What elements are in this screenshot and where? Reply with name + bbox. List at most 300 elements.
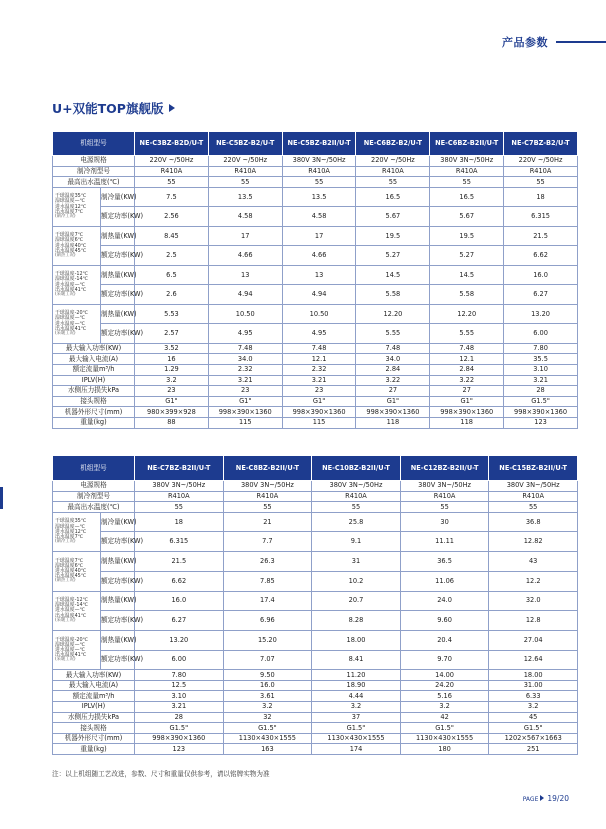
table-row — [53, 680, 578, 691]
dims-value: 998×390×1360 — [282, 407, 356, 418]
condition-note: (采暖工况) — [55, 330, 76, 336]
weight-value: 118 — [356, 417, 430, 428]
heating-condition-second-label: 额定功率(KW) — [101, 571, 135, 591]
table-row — [53, 177, 578, 188]
table-row — [53, 691, 578, 702]
condition-line: 湿球温度6℃ — [55, 562, 84, 569]
cooling-condition-condition — [53, 187, 101, 226]
dims-value: 998×390×1360 — [504, 407, 578, 418]
model-name-cell: NE-C12BZ-B2II/U-T — [400, 456, 489, 481]
refrigerant-value: R410A — [312, 491, 401, 502]
condition-line: 进水温度—℃ — [55, 646, 85, 653]
low-temp-condition-condition — [53, 591, 101, 630]
max-input-value: 11.20 — [312, 670, 401, 681]
triangle-right-icon — [540, 795, 544, 801]
condition-note: (采暖工况) — [55, 657, 76, 663]
ultra-low-condition-second-value: 6.00 — [504, 324, 578, 344]
heating-condition-first-value: 17 — [208, 226, 282, 246]
ultra-low-condition-first-value: 20.4 — [400, 630, 489, 650]
condition-line: 出水温度45℃ — [55, 573, 87, 580]
table-row — [53, 744, 578, 755]
low-temp-condition-second-value: 6.96 — [223, 611, 312, 631]
iplv-value: 3.22 — [430, 375, 504, 386]
cooling-condition-second-value: 6.315 — [135, 532, 224, 552]
pressure-value: 23 — [135, 386, 209, 397]
heating-condition-second-value: 12.2 — [489, 571, 578, 591]
cooling-condition-first-value: 18 — [135, 512, 224, 532]
weight-value: 123 — [504, 417, 578, 428]
table-row — [53, 246, 578, 266]
table-row — [53, 407, 578, 418]
iplv-value: 3.22 — [356, 375, 430, 386]
table-row — [53, 650, 578, 670]
max-input-value: 14.00 — [400, 670, 489, 681]
heating-condition-first-value: 19.5 — [356, 226, 430, 246]
heating-condition-second-value: 5.27 — [356, 246, 430, 266]
weight-value: 123 — [135, 744, 224, 755]
power-label: 电源规格 — [53, 481, 135, 492]
condition-line: 干球温度35℃ — [55, 518, 87, 525]
max-temp-value: 55 — [312, 502, 401, 513]
cooling-condition-second-value: 2.56 — [135, 207, 209, 227]
condition-line: 湿球温度-14℃ — [55, 602, 89, 609]
max-current-value: 34.0 — [208, 354, 282, 365]
pipe-value: G1" — [430, 396, 504, 407]
max-temp-value: 55 — [356, 177, 430, 188]
weight-label: 重量(kg) — [53, 417, 135, 428]
refrigerant-label: 制冷剂型号 — [53, 166, 135, 177]
condition-line: 进水温度—℃ — [55, 607, 85, 614]
power-value: 380V 3N~/50Hz — [312, 481, 401, 492]
ultra-low-condition-first-value: 13.20 — [504, 304, 578, 324]
low-temp-condition-second-label: 额定功率(KW) — [101, 611, 135, 631]
heating-condition-second-value: 5.27 — [430, 246, 504, 266]
condition-line: 干球温度-20℃ — [55, 636, 89, 643]
ultra-low-condition-second-value: 6.00 — [135, 650, 224, 670]
low-temp-condition-first-value: 16.0 — [135, 591, 224, 611]
model-label-cell: 机组型号 — [53, 132, 135, 156]
table-row — [53, 733, 578, 744]
heating-condition-second-label: 额定功率(KW) — [101, 246, 135, 266]
dims-value: 1130×430×1555 — [223, 733, 312, 744]
iplv-value: 3.21 — [282, 375, 356, 386]
condition-line: 出水温度41℃ — [55, 651, 87, 658]
table-row — [53, 354, 578, 365]
dims-value: 998×390×1360 — [135, 733, 224, 744]
max-current-value: 16 — [135, 354, 209, 365]
table-row — [53, 512, 578, 532]
model-name-cell: NE-C5BZ-B2/U-T — [208, 132, 282, 156]
table-row — [53, 324, 578, 344]
refrigerant-value: R410A — [208, 166, 282, 177]
table-row — [53, 670, 578, 681]
heating-condition-first-value: 31 — [312, 552, 401, 572]
low-temp-condition-second-value: 9.60 — [400, 611, 489, 631]
table-row — [53, 364, 578, 375]
page-header-title: 产品参数 — [502, 36, 548, 49]
low-temp-condition-first-value: 16.0 — [504, 265, 578, 285]
iplv-label: IPLV(H) — [53, 375, 135, 386]
pressure-value: 28 — [135, 712, 224, 723]
max-temp-value: 55 — [400, 502, 489, 513]
cooling-condition-first-value: 13.5 — [282, 187, 356, 207]
cooling-condition-second-label: 额定功率(KW) — [101, 532, 135, 552]
dims-value: 980×399×928 — [135, 407, 209, 418]
cooling-condition-second-value: 7.7 — [223, 532, 312, 552]
triangle-right-icon — [169, 104, 175, 112]
heating-condition-second-value: 2.5 — [135, 246, 209, 266]
low-temp-condition-second-value: 6.27 — [504, 285, 578, 305]
weight-value: 88 — [135, 417, 209, 428]
low-temp-condition-first-value: 32.0 — [489, 591, 578, 611]
ultra-low-condition-second-value: 8.41 — [312, 650, 401, 670]
model-name-cell: NE-C6BZ-B2II/U-T — [430, 132, 504, 156]
low-temp-condition-second-value: 4.94 — [282, 285, 356, 305]
table-row — [53, 207, 578, 227]
table-row — [53, 481, 578, 492]
max-current-value: 18.90 — [312, 680, 401, 691]
pressure-value: 27 — [430, 386, 504, 397]
low-temp-condition-first-label: 制热量(KW) — [101, 265, 135, 285]
table-row — [53, 630, 578, 650]
condition-line: 进水温度—℃ — [55, 320, 85, 327]
table-row — [53, 712, 578, 723]
low-temp-condition-first-value: 14.5 — [356, 265, 430, 285]
condition-note: (采暖工况) — [55, 617, 76, 623]
pipe-value: G1.5" — [400, 723, 489, 734]
pipe-value: G1.5" — [312, 723, 401, 734]
table-row — [53, 396, 578, 407]
flow-value: 4.44 — [312, 691, 401, 702]
condition-line: 出水温度41℃ — [55, 325, 87, 332]
flow-value: 2.84 — [430, 364, 504, 375]
pipe-value: G1.5" — [504, 396, 578, 407]
weight-value: 174 — [312, 744, 401, 755]
table-row — [53, 156, 578, 167]
max-input-label: 最大输入功率(KW) — [53, 670, 135, 681]
max-temp-value: 55 — [504, 177, 578, 188]
pressure-value: 23 — [282, 386, 356, 397]
condition-line: 湿球温度6℃ — [55, 237, 84, 244]
low-temp-condition-first-label: 制热量(KW) — [101, 591, 135, 611]
heating-condition-first-value: 36.5 — [400, 552, 489, 572]
flow-label: 额定流量m³/h — [53, 691, 135, 702]
iplv-value: 3.2 — [135, 375, 209, 386]
ultra-low-condition-second-label: 额定功率(KW) — [101, 650, 135, 670]
condition-line: 进水温度40℃ — [55, 242, 87, 249]
heating-condition-first-value: 17 — [282, 226, 356, 246]
pipe-value: G1.5" — [223, 723, 312, 734]
power-value: 380V 3N~/50Hz — [489, 481, 578, 492]
spec-table-2 — [52, 455, 578, 755]
iplv-value: 3.2 — [400, 702, 489, 713]
weight-value: 115 — [282, 417, 356, 428]
iplv-label: IPLV(H) — [53, 702, 135, 713]
cooling-condition-first-value: 30 — [400, 512, 489, 532]
pressure-value: 32 — [223, 712, 312, 723]
refrigerant-value: R410A — [430, 166, 504, 177]
weight-value: 180 — [400, 744, 489, 755]
pressure-value: 27 — [356, 386, 430, 397]
page-number-value: 19/20 — [547, 794, 569, 803]
ultra-low-condition-second-value: 4.95 — [282, 324, 356, 344]
table-row — [53, 226, 578, 246]
pipe-label: 接头规格 — [53, 723, 135, 734]
ultra-low-condition-second-value: 5.55 — [430, 324, 504, 344]
condition-line: 出水温度41℃ — [55, 286, 87, 293]
heating-condition-second-value: 7.85 — [223, 571, 312, 591]
footnote: 注：以上机组随工艺改进，参数、尺寸和重量仅供参考，请以铭牌实物为准 — [52, 770, 270, 778]
pressure-value: 37 — [312, 712, 401, 723]
max-current-value: 12.5 — [135, 680, 224, 691]
table-row — [53, 417, 578, 428]
condition-line: 湿球温度—℃ — [55, 523, 85, 530]
refrigerant-value: R410A — [400, 491, 489, 502]
flow-value: 3.61 — [223, 691, 312, 702]
ultra-low-condition-first-value: 13.20 — [135, 630, 224, 650]
max-input-value: 7.80 — [504, 343, 578, 354]
table-row — [53, 611, 578, 631]
heating-condition-first-value: 21.5 — [504, 226, 578, 246]
refrigerant-value: R410A — [135, 491, 224, 502]
dims-value: 998×390×1360 — [430, 407, 504, 418]
pressure-value: 45 — [489, 712, 578, 723]
side-marker — [0, 487, 3, 509]
condition-line: 进水温度12℃ — [55, 203, 87, 210]
refrigerant-value: R410A — [356, 166, 430, 177]
condition-note: (制冷工况) — [55, 213, 76, 219]
cooling-condition-second-value: 4.58 — [282, 207, 356, 227]
heating-condition-first-value: 21.5 — [135, 552, 224, 572]
ultra-low-condition-second-value: 12.64 — [489, 650, 578, 670]
pipe-value: G1.5" — [135, 723, 224, 734]
cooling-condition-first-value: 7.5 — [135, 187, 209, 207]
pipe-label: 接头规格 — [53, 396, 135, 407]
condition-line: 干球温度-12℃ — [55, 597, 89, 604]
model-name-cell: NE-C8BZ-B2II/U-T — [223, 456, 312, 481]
low-temp-condition-second-value: 5.58 — [430, 285, 504, 305]
pressure-label: 水侧压力损失kPa — [53, 712, 135, 723]
model-name-cell: NE-C15BZ-B2II/U-T — [489, 456, 578, 481]
ultra-low-condition-first-label: 制热量(KW) — [101, 630, 135, 650]
cooling-condition-first-value: 13.5 — [208, 187, 282, 207]
max-current-value: 34.0 — [356, 354, 430, 365]
refrigerant-value: R410A — [489, 491, 578, 502]
cooling-condition-second-value: 12.82 — [489, 532, 578, 552]
model-name-cell: NE-C5BZ-B2II/U-T — [282, 132, 356, 156]
table-row — [53, 502, 578, 513]
pipe-value: G1.5" — [489, 723, 578, 734]
max-temp-value: 55 — [208, 177, 282, 188]
condition-line: 出水温度7℃ — [55, 208, 84, 215]
condition-line: 干球温度-20℃ — [55, 310, 89, 317]
header-divider — [556, 41, 606, 43]
flow-value: 2.32 — [282, 364, 356, 375]
condition-note: (制冷工况) — [55, 539, 76, 544]
heating-condition-second-value: 6.62 — [504, 246, 578, 266]
model-name-cell: NE-C10BZ-B2II/U-T — [312, 456, 401, 481]
power-label: 电源规格 — [53, 156, 135, 167]
condition-line: 出水温度41℃ — [55, 612, 87, 619]
max-current-value: 31.00 — [489, 680, 578, 691]
low-temp-condition-second-label: 额定功率(KW) — [101, 285, 135, 305]
condition-line: 湿球温度-14℃ — [55, 276, 89, 283]
cooling-condition-condition — [53, 512, 101, 551]
low-temp-condition-second-value: 2.6 — [135, 285, 209, 305]
heating-condition-second-value: 6.62 — [135, 571, 224, 591]
ultra-low-condition-first-value: 15.20 — [223, 630, 312, 650]
condition-line: 干球温度-12℃ — [55, 271, 89, 278]
condition-line: 进水温度40℃ — [55, 568, 87, 575]
heating-condition-first-value: 19.5 — [430, 226, 504, 246]
cooling-condition-second-value: 4.58 — [208, 207, 282, 227]
ultra-low-condition-first-label: 制热量(KW) — [101, 304, 135, 324]
heating-condition-condition — [53, 226, 101, 265]
model-name-cell: NE-C6BZ-B2/U-T — [356, 132, 430, 156]
cooling-condition-first-value: 18 — [504, 187, 578, 207]
table-row — [53, 166, 578, 177]
iplv-value: 3.21 — [208, 375, 282, 386]
table-row — [53, 723, 578, 734]
cooling-condition-first-value: 16.5 — [356, 187, 430, 207]
pressure-value: 23 — [208, 386, 282, 397]
iplv-value: 3.21 — [135, 702, 224, 713]
low-temp-condition-second-value: 5.58 — [356, 285, 430, 305]
flow-value: 2.32 — [208, 364, 282, 375]
max-temp-value: 55 — [223, 502, 312, 513]
power-value: 380V 3N~/50Hz — [430, 156, 504, 167]
pressure-label: 水侧压力损失kPa — [53, 386, 135, 397]
ultra-low-condition-first-value: 10.50 — [282, 304, 356, 324]
table-row — [53, 187, 578, 207]
pipe-value: G1" — [356, 396, 430, 407]
max-input-value: 9.50 — [223, 670, 312, 681]
low-temp-condition-first-value: 14.5 — [430, 265, 504, 285]
table-row — [53, 304, 578, 324]
heating-condition-first-value: 26.3 — [223, 552, 312, 572]
refrigerant-value: R410A — [504, 166, 578, 177]
max-input-label: 最大输入功率(KW) — [53, 343, 135, 354]
model-name-cell: NE-C7BZ-B2/U-T — [504, 132, 578, 156]
table-row — [53, 375, 578, 386]
table-row — [53, 386, 578, 397]
low-temp-condition-second-value: 6.27 — [135, 611, 224, 631]
power-value: 220V ~/50Hz — [135, 156, 209, 167]
ultra-low-condition-condition — [53, 304, 101, 343]
ultra-low-condition-first-value: 27.04 — [489, 630, 578, 650]
iplv-value: 3.2 — [489, 702, 578, 713]
refrigerant-value: R410A — [135, 166, 209, 177]
max-temp-label: 最高出水温度(℃) — [53, 502, 135, 513]
ultra-low-condition-condition — [53, 630, 101, 669]
heating-condition-first-value: 43 — [489, 552, 578, 572]
heating-condition-second-value: 4.66 — [208, 246, 282, 266]
ultra-low-condition-second-value: 9.70 — [400, 650, 489, 670]
cooling-condition-second-value: 11.11 — [400, 532, 489, 552]
heating-condition-first-label: 制热量(KW) — [101, 226, 135, 246]
condition-line: 湿球温度—℃ — [55, 315, 85, 322]
max-input-value: 7.48 — [208, 343, 282, 354]
flow-label: 额定流量m³/h — [53, 364, 135, 375]
cooling-condition-second-value: 9.1 — [312, 532, 401, 552]
condition-line: 干球温度7℃ — [55, 557, 84, 564]
heating-condition-second-value: 10.2 — [312, 571, 401, 591]
power-value: 380V 3N~/50Hz — [282, 156, 356, 167]
page-label: PAGE — [522, 796, 539, 803]
max-current-value: 12.1 — [282, 354, 356, 365]
flow-value: 3.10 — [135, 691, 224, 702]
power-value: 380V 3N~/50Hz — [135, 481, 224, 492]
power-value: 220V ~/50Hz — [208, 156, 282, 167]
low-temp-condition-second-value: 12.8 — [489, 611, 578, 631]
max-current-value: 35.5 — [504, 354, 578, 365]
flow-value: 3.10 — [504, 364, 578, 375]
low-temp-condition-second-value: 8.28 — [312, 611, 401, 631]
heating-condition-first-label: 制热量(KW) — [101, 552, 135, 572]
iplv-value: 3.2 — [312, 702, 401, 713]
ultra-low-condition-second-value: 7.07 — [223, 650, 312, 670]
max-current-value: 24.20 — [400, 680, 489, 691]
heating-condition-first-value: 8.45 — [135, 226, 209, 246]
section-title — [52, 99, 175, 117]
low-temp-condition-first-value: 17.4 — [223, 591, 312, 611]
table-row — [53, 702, 578, 713]
model-name-cell: NE-C7BZ-B2II/U-T — [135, 456, 224, 481]
low-temp-condition-first-value: 6.5 — [135, 265, 209, 285]
cooling-condition-first-value: 36.8 — [489, 512, 578, 532]
ultra-low-condition-first-value: 12.20 — [356, 304, 430, 324]
condition-note: (采暖工况) — [55, 291, 76, 297]
max-input-value: 18.00 — [489, 670, 578, 681]
max-temp-value: 55 — [135, 502, 224, 513]
max-temp-label: 最高出水温度(℃) — [53, 177, 135, 188]
power-value: 380V 3N~/50Hz — [400, 481, 489, 492]
condition-line: 干球温度35℃ — [55, 193, 87, 200]
weight-value: 163 — [223, 744, 312, 755]
table-row — [53, 591, 578, 611]
low-temp-condition-first-value: 20.7 — [312, 591, 401, 611]
cooling-condition-first-label: 制冷量(KW) — [101, 512, 135, 532]
flow-value: 1.29 — [135, 364, 209, 375]
low-temp-condition-second-value: 4.94 — [208, 285, 282, 305]
condition-line: 出水温度7℃ — [55, 533, 84, 540]
ultra-low-condition-first-value: 12.20 — [430, 304, 504, 324]
cooling-condition-first-value: 25.8 — [312, 512, 401, 532]
table-row — [53, 343, 578, 354]
cooling-condition-first-value: 21 — [223, 512, 312, 532]
weight-value: 251 — [489, 744, 578, 755]
max-current-label: 最大输入电流(A) — [53, 354, 135, 365]
condition-line: 进水温度12℃ — [55, 528, 87, 535]
max-temp-value: 55 — [489, 502, 578, 513]
pipe-value: G1" — [135, 396, 209, 407]
dims-value: 1130×430×1555 — [400, 733, 489, 744]
low-temp-condition-first-value: 13 — [208, 265, 282, 285]
dims-value: 998×390×1360 — [208, 407, 282, 418]
heating-condition-second-value: 11.06 — [400, 571, 489, 591]
cooling-condition-first-label: 制冷量(KW) — [101, 187, 135, 207]
max-input-value: 7.48 — [356, 343, 430, 354]
condition-line: 湿球温度—℃ — [55, 641, 85, 648]
pressure-value: 28 — [504, 386, 578, 397]
pipe-value: G1" — [282, 396, 356, 407]
low-temp-condition-first-value: 13 — [282, 265, 356, 285]
max-temp-value: 55 — [430, 177, 504, 188]
dims-label: 机器外形尺寸(mm) — [53, 407, 135, 418]
condition-line: 干球温度7℃ — [55, 232, 84, 239]
dims-label: 机器外形尺寸(mm) — [53, 733, 135, 744]
low-temp-condition-condition — [53, 265, 101, 304]
